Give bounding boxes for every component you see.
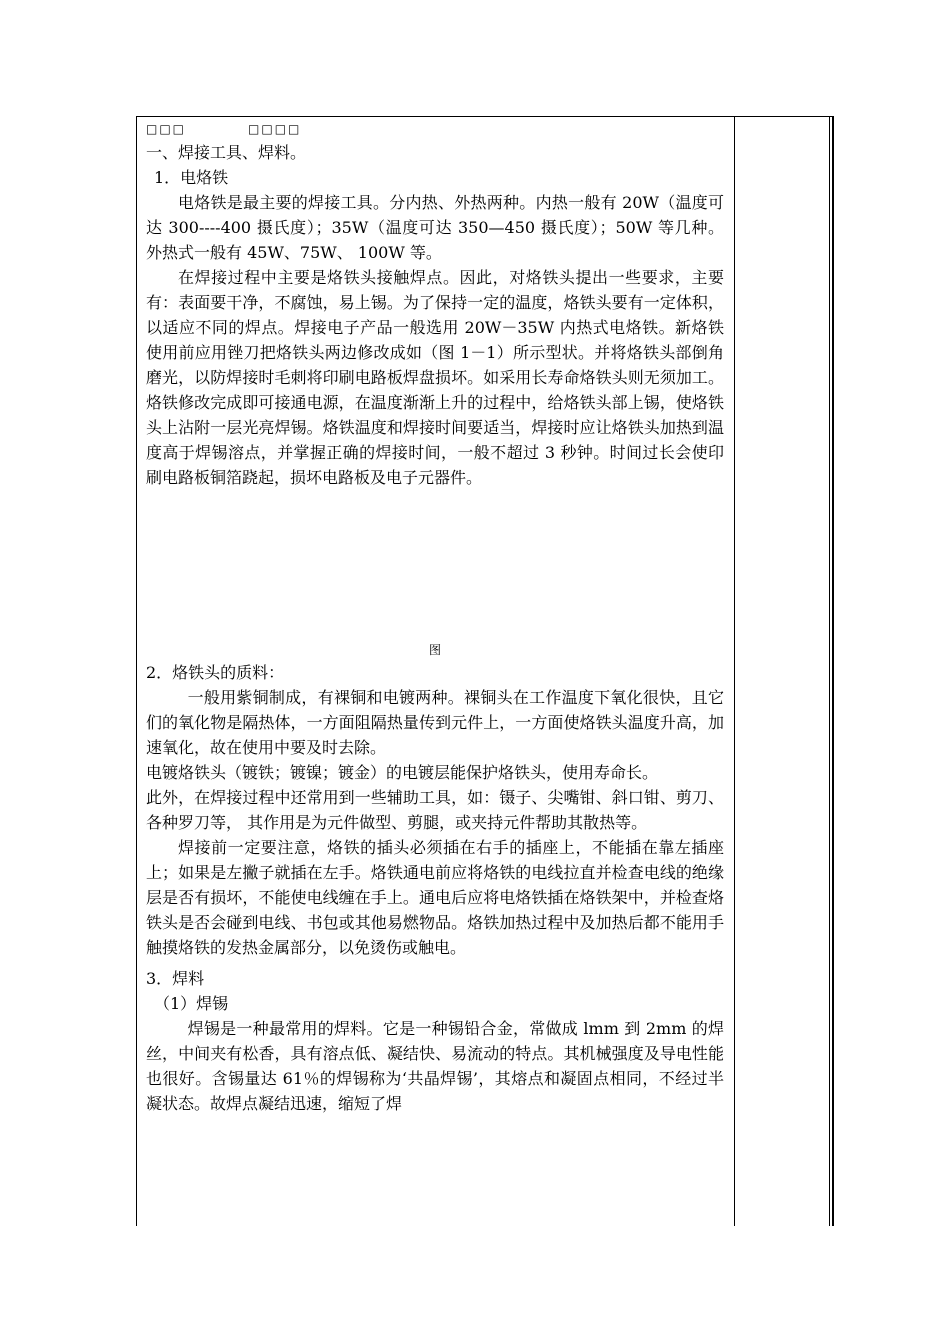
paragraph-3: 一般用紫铜制成，有裸铜和电镀两种。裸铜头在工作温度下氧化很快，且它们的氧化物是隔热体，一方面阻隔热量传到元件上，一方面使烙铁头温度升高，加速氧化，故在使用中要及时去除。 [146,688,724,757]
paragraph-5: 此外，在焊接过程中还常用到一些辅助工具，如：镊子、尖嘴钳、斜口钳、剪刀、各种罗刀等， 其作用是为元件做型、剪腿，或夹持元件帮助其散热等。 [146,788,724,832]
header-left: □□□ [146,122,187,136]
item-heading-2: 2．烙铁头的质料： [146,663,285,682]
paragraph-6: 焊接前一定要注意，烙铁的插头必须插在右手的插座上，不能插在靠左插座上；如果是左撇子就插在左手。烙铁通电前应将烙铁的电线拉直并检查电线的绝缘层是否有损坏，不能使电线缠在手上。通电后应将电烙铁插在烙铁架中，并检查烙铁头是否会碰到电线、书包或其他易燃物品。烙铁加热过程中及加热后都不能用手触摸烙铁的发热金属部分，以免烫伤或触电。 [146,838,724,957]
item-heading-3: 3．焊料 [146,969,205,988]
paragraph-1: 电烙铁是最主要的焊接工具。分内热、外热两种。内热一般有 20W（温度可达 300----400 摄氏度）；35W（温度可达 350—450 摄氏度）；50W 等几种。外热式一般有 45W、75W、 100W 等。 [146,193,724,262]
figure-label: 图 [428,643,441,657]
document-body [146,118,724,1116]
column-divider [734,116,735,1226]
paragraph-2: 在焊接过程中主要是烙铁头接触焊点。因此，对烙铁头提出一些要求，主要有：表面要干净，不腐蚀，易上锡。为了保持一定的温度，烙铁头要有一定体积，以适应不同的焊点。焊接电子产品一般选用 20W－35W 内热式电烙铁。新烙铁使用前应用锉刀把烙铁头两边修改成如（图 1－1）所示型状。并将烙铁头部倒角磨光，以防焊接时毛刺将印刷电路板焊盘损坏。如采用长寿命烙铁头则无须加工。烙铁修改完成即可接通电源，在温度渐渐上升的过程中，给烙铁头部上锡，使烙铁头上沾附一层光亮焊锡。烙铁温度和焊接时间要适当，焊接时应让烙铁头加热到温度高于焊锡溶点，并掌握正确的焊接时间，一般不超过 3 秒钟。时间过长会使印刷电路板铜箔跷起，损坏电路板及电子元器件。 [146,268,724,487]
cell-header [146,118,724,140]
header-right: □□□□ [248,122,302,136]
sub-heading-1: （1）焊锡 [154,994,229,1013]
figure-placeholder [146,490,724,640]
section-title: 一、焊接工具、焊料。 [146,143,307,162]
paragraph-4: 电镀烙铁头（镀铁；镀镍；镀金）的电镀层能保护烙铁头，使用寿命长。 [146,763,659,782]
paragraph-7: 焊锡是一种最常用的焊料。它是一种锡铅合金，常做成 lmm 到 2mm 的焊丝，中间夹有松香，具有溶点低、凝结快、易流动的特点。其机械强度及导电性能也很好。含锡量达 61％的焊锡称为‘共晶焊锡’，其熔点和凝固点相同，不经过半凝状态。故焊点凝结迅速，缩短了焊 [146,1019,724,1113]
table-inner-right-border [829,116,830,1226]
item-heading-1: 1．电烙铁 [154,168,229,187]
